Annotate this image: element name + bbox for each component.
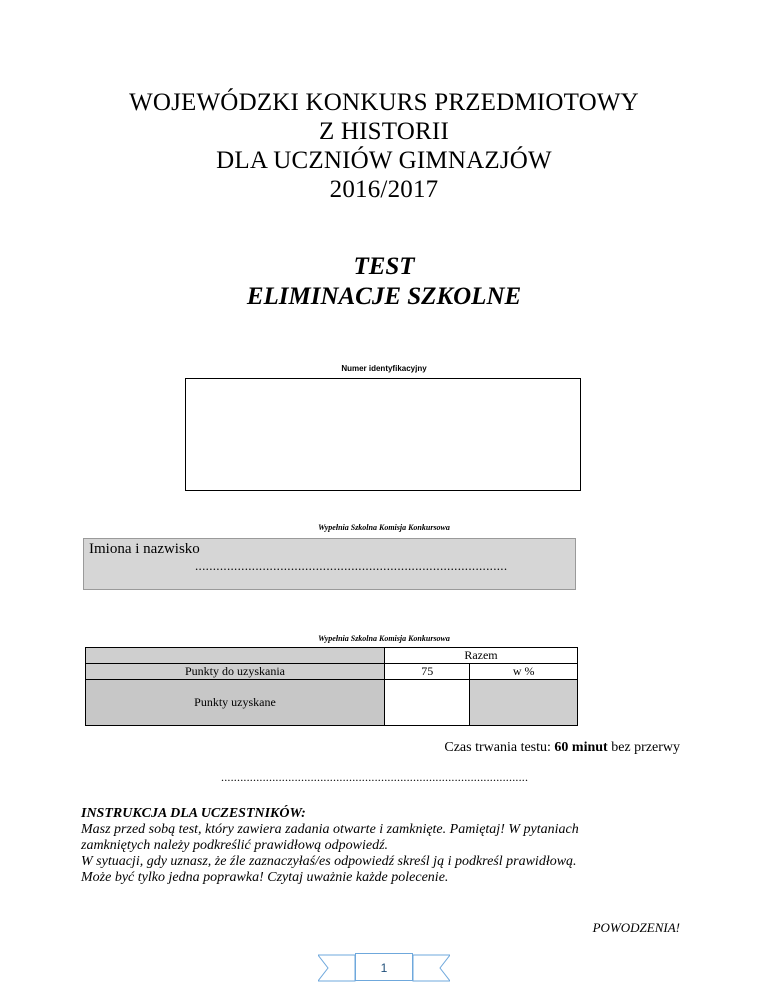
title-line-4: 2016/2017	[329, 176, 439, 203]
contest-title	[0, 88, 768, 204]
page-number-badge	[318, 951, 450, 991]
test-duration-prefix: Czas trwania testu:	[444, 740, 555, 755]
score-table	[85, 647, 578, 726]
total-header: Razem	[385, 648, 578, 664]
commission-note-score: Wypełnia Szkolna Komisja Konkursowa	[318, 634, 450, 643]
test-heading	[0, 252, 768, 312]
instructions-line-3: W sytuacji, gdy uznasz, że źle zaznaczyłaś/es odpowiedź skreśl ją i podkreśl prawidłową.	[81, 854, 577, 869]
commission-note-name: Wypełnia Szkolna Komisja Konkursowa	[318, 523, 450, 532]
instructions-line-2: zamkniętych należy podkreślić prawidłową odpowiedź.	[81, 838, 389, 853]
test-duration	[444, 740, 680, 756]
instructions-line-4: Może być tylko jedna poprawka! Czytaj uważnie każde polecenie.	[81, 870, 449, 885]
name-field-label: Imiona i nazwisko	[89, 541, 200, 557]
instructions-heading: INSTRUKCJA DLA UCZESTNIKÓW:	[81, 806, 306, 821]
score-table-blank-top	[86, 648, 385, 664]
percent-field[interactable]	[470, 680, 578, 726]
good-luck-text: POWODZENIA!	[592, 920, 680, 935]
points-to-obtain-label: Punkty do uzyskania	[86, 664, 385, 680]
test-duration-suffix: bez przerwy	[607, 740, 680, 755]
percent-header: w %	[470, 664, 578, 680]
name-field-dots: ........................................................................................	[195, 558, 508, 573]
test-heading-line-2: ELIMINACJE SZKOLNE	[246, 283, 522, 310]
id-number-label: Numer identyfikacyjny	[341, 364, 427, 373]
page-number: 1	[355, 953, 413, 981]
instructions	[81, 806, 701, 886]
points-obtained-field[interactable]	[385, 680, 470, 726]
instructions-line-1: Masz przed sobą test, który zawiera zadania otwarte i zamknięte. Pamiętaj! W pytaniach	[81, 822, 579, 837]
title-line-3: DLA UCZNIÓW GIMNAZJÓW	[216, 147, 552, 174]
id-number-box[interactable]	[185, 378, 581, 491]
points-obtained-label: Punkty uzyskane	[86, 680, 385, 726]
name-field[interactable]	[83, 538, 576, 590]
title-line-2: Z HISTORII	[318, 118, 449, 145]
points-to-obtain-value: 75	[385, 664, 470, 680]
test-heading-line-1: TEST	[353, 253, 415, 280]
test-duration-minutes: 60 minut	[554, 740, 608, 755]
title-line-1: WOJEWÓDZKI KONKURS PRZEDMIOTOWY	[129, 89, 639, 116]
separator-dots: ................................................................................................	[221, 770, 529, 784]
